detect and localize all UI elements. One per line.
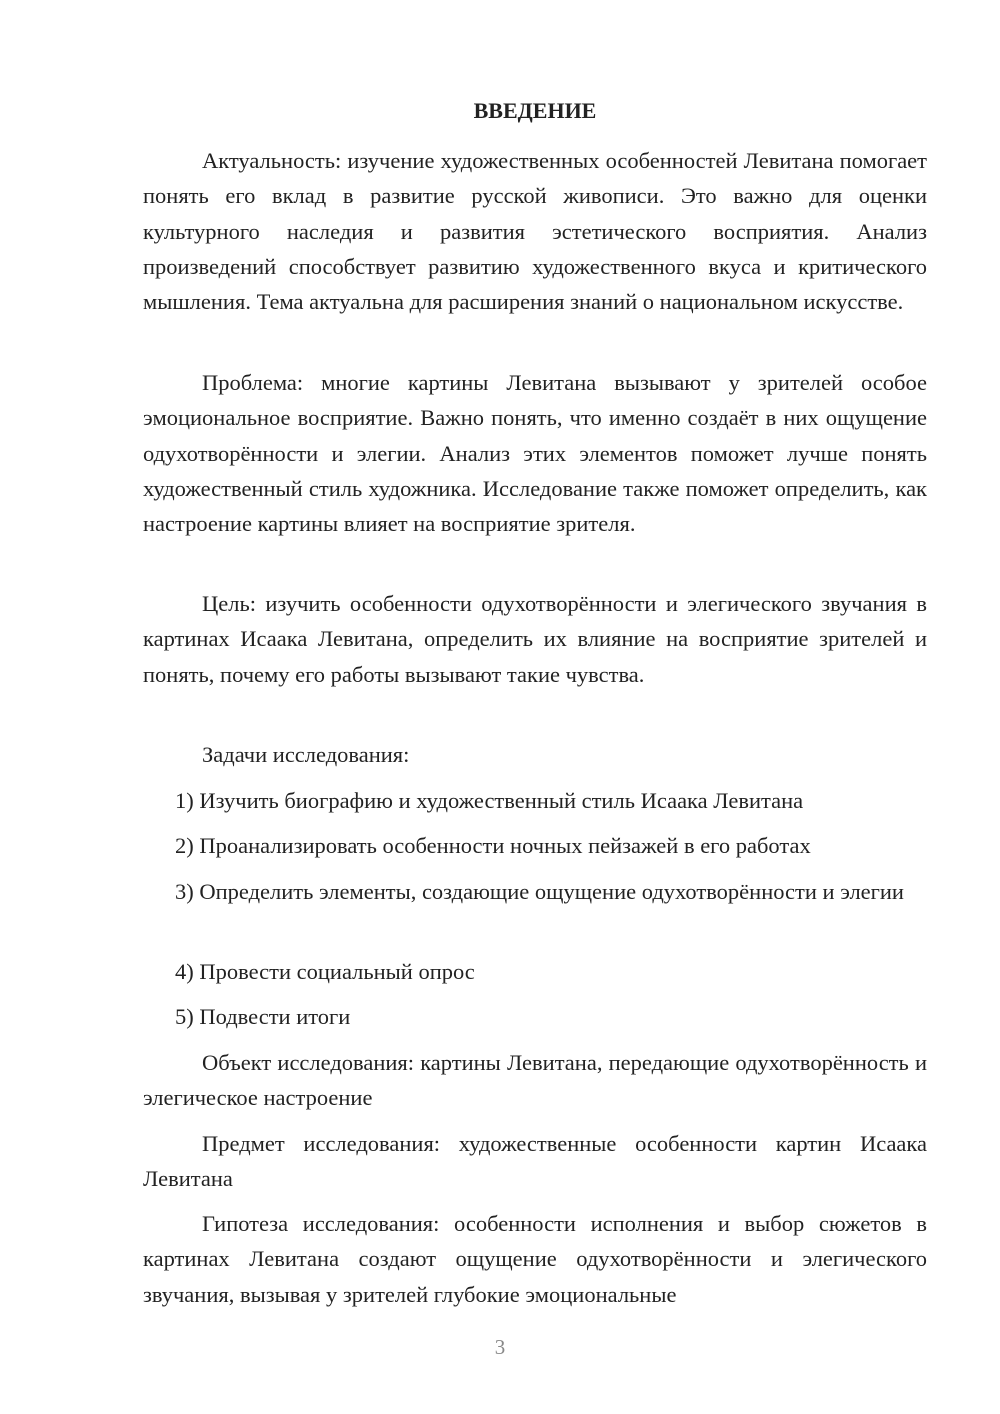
task-item-2: 2) Проанализировать особенности ночных пейзажей в его работах [175, 833, 811, 858]
object-paragraph: Объект исследования: картины Левитана, передающие одухотворённость и элегическое настроение [143, 1050, 927, 1111]
task-item-5: 5) Подвести итоги [175, 1004, 351, 1029]
task-item-3: 3) Определить элементы, создающие ощущение одухотворённости и элегии [175, 879, 904, 904]
goal-paragraph: Цель: изучить особенности одухотворённости и элегического звучания в картинах Исаака Левитана, определить их влияние на восприятие зрителей и понять, почему его работы вызывают такие чувства. [143, 591, 927, 687]
subject-paragraph: Предмет исследования: художественные особенности картин Исаака Левитана [143, 1131, 927, 1192]
page-number: 3 [494, 1335, 506, 1359]
relevance-paragraph: Актуальность: изучение художественных особенностей Левитана помогает понять его вклад в развитие русской живописи. Это важно для оценки культурного наследия и развития эстетического восприятия. Анализ произведений способствует развитию художественного вкуса и критического мышления. Тема актуальна для расширения знаний о национальном искусстве. [143, 148, 927, 315]
tasks-title: Задачи исследования: [202, 742, 410, 767]
problem-paragraph: Проблема: многие картины Левитана вызывают у зрителей особое эмоциональное восприятие. Важно понять, что именно создаёт в них ощущение одухотворённости и элегии. Анализ этих элементов поможет лучше понять художественный стиль художника. Исследование также поможет определить, как настроение картины влияет на восприятие зрителя. [143, 370, 927, 537]
task-item-1: 1) Изучить биографию и художественный стиль Исаака Левитана [175, 788, 804, 813]
section-heading: ВВЕДЕНИЕ [473, 98, 597, 123]
hypothesis-paragraph: Гипотеза исследования: особенности исполнения и выбор сюжетов в картинах Левитана создают ощущение одухотворённости и элегического звучания, вызывая у зрителей глубокие эмоциональные [143, 1211, 927, 1307]
task-item-4: 4) Провести социальный опрос [175, 959, 475, 984]
